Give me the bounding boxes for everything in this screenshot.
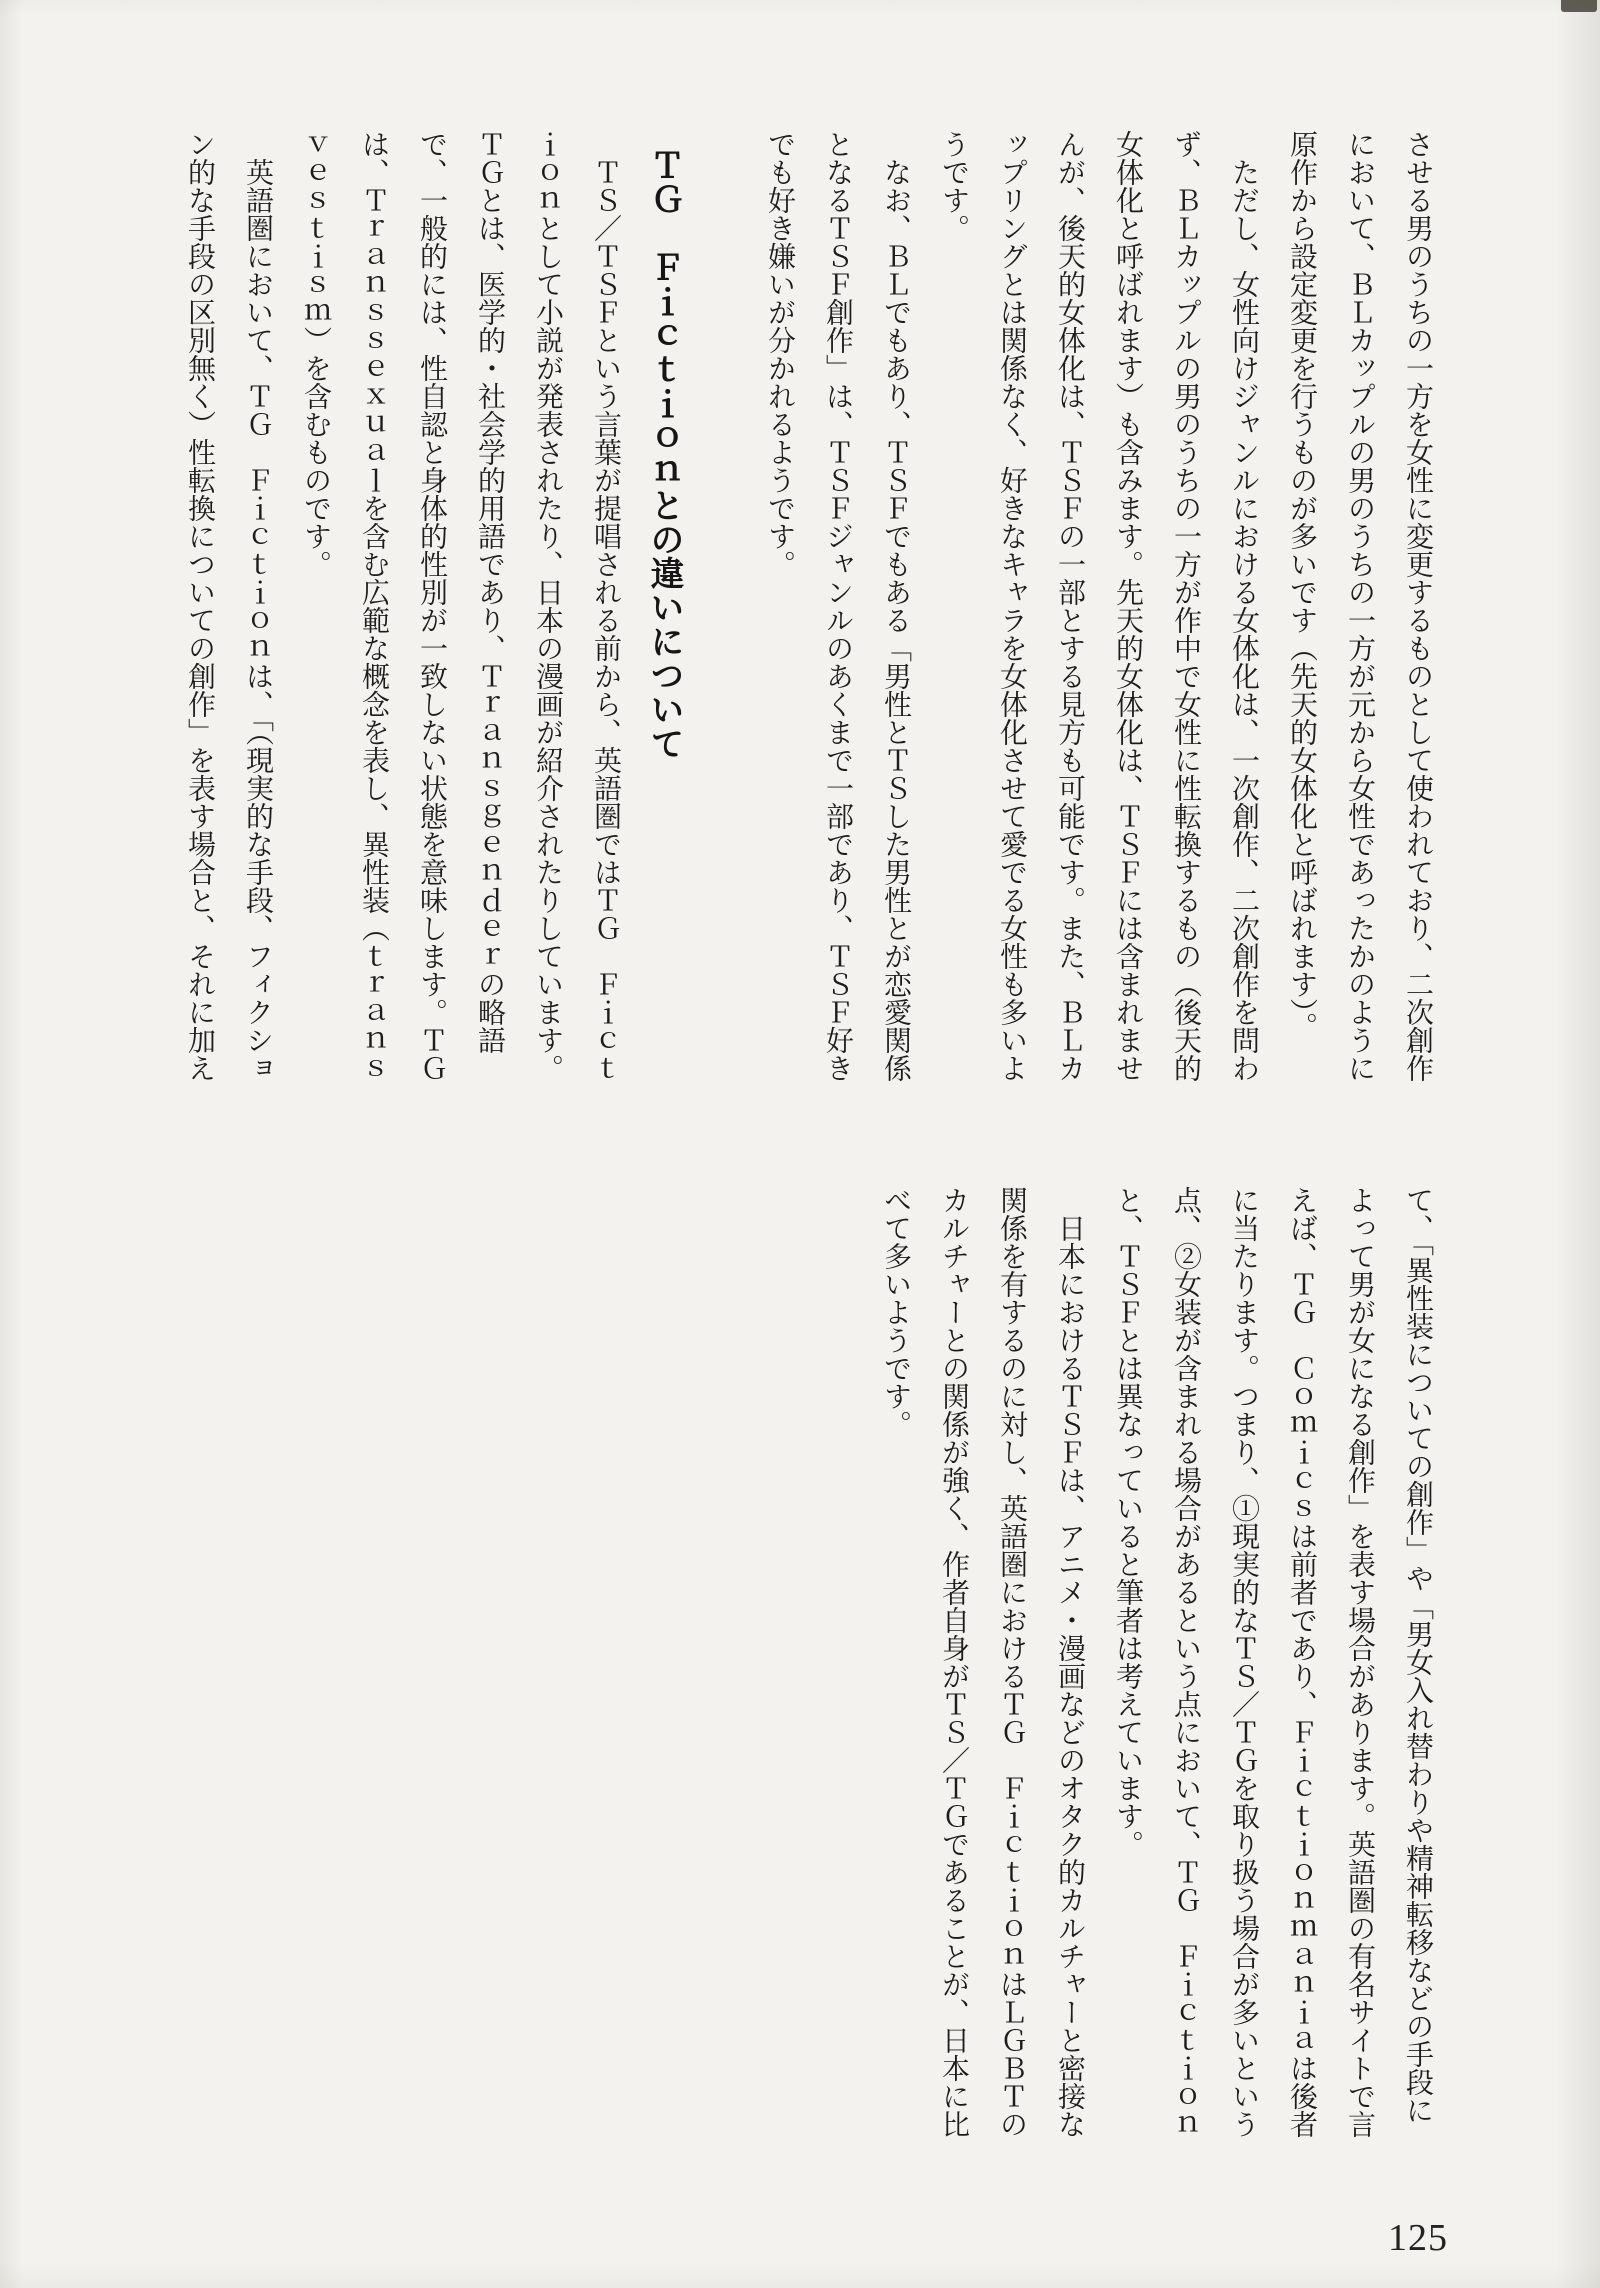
- page-number: 125: [1388, 2217, 1448, 2259]
- top-text-block: [170, 130, 1446, 1086]
- paragraph: 英語圏において、ＴＧ Ｆｉｃｔｉｏｎは、「（現実的な手段、フィクション的な手段の区別無く）性転換についての創作」を表す場合と、それに加え: [184, 130, 273, 1082]
- paragraph: ＴＧとは、医学的・社会学的用語であり、Ｔｒａｎｓｇｅｎｄｅｒの略語で、一般的には、性自認と身体的性別が一致しない状態を意味します。ＴＧは、Ｔｒａｎｓｓｅｘｕａｌを含む広範な概念を表し、異性装（ｔｒａｎｓｖｅｓｔｉｓｍ）を含むものです。: [300, 130, 505, 1082]
- bottom-text-block: [866, 1186, 1446, 2142]
- scan-smudge-mark: [1561, 0, 1597, 12]
- paragraph: 日本におけるＴＳＦは、アニメ・漫画などのオタク的カルチャーと密接な関係を有するのに対し、英語圏におけるＴＧ ＦｉｃｔｉｏｎはＬＧＢＴのカルチャーとの関係が強く、作者自身がＴＳ／ＴＧであることが、日本に比べて多いようです。: [880, 1186, 1085, 2138]
- paragraph-continuation: させる男のうちの一方を女性に変更するものとして使われており、二次創作において、ＢＬカップルの男のうちの一方が元から女性であったかのように原作から設定変更を行うものが多いです（先天的女体化と呼ばれます）。: [1286, 130, 1433, 1082]
- section-heading: ＴＧ Ｆｉｃｔｉｏｎとの違いについて: [645, 148, 682, 760]
- paragraph: なお、ＢＬでもあり、ＴＳＦでもある「男性とＴＳした男性とが恋愛関係となるＴＳＦ創作」は、ＴＳＦジャンルのあくまで一部であり、ＴＳＦ好きでも好き嫌いが分かれるようです。: [764, 130, 911, 1082]
- paragraph: ＴＳ／ＴＳＦという言葉が提唱される前から、英語圏ではＴＧ Ｆｉｃｔｉｏｎとして小説が発表されたり、日本の漫画が紹介されたりしています。: [532, 130, 621, 1082]
- paragraph-continuation: て、「異性装についての創作」や「男女入れ替わりや精神転移などの手段によって男が女になる創作」を表す場合があります。英語圏の有名サイトで言えば、ＴＧ Ｃｏｍｉｃｓは前者であり、Ｆｉｃｔｉｏｎｍａｎｉａは後者に当たります。つまり、①現実的なＴＳ／ＴＧを取り扱う場合が多いという点、②女装が含まれる場合があるという点において、ＴＧ Ｆｉｃｔｉｏｎと、ＴＳＦとは異なっていると筆者は考えています。: [1112, 1186, 1433, 2138]
- paragraph: ただし、女性向けジャンルにおける女体化は、一次創作、二次創作を問わず、ＢＬカップルの男のうちの一方が作中で女性に性転換するもの（後天的女体化と呼ばれます）も含みます。先天的女体化は、ＴＳＦには含まれませんが、後天的女体化は、ＴＳＦの一部とする見方も可能です。また、ＢＬカップリングとは関係なく、好きなキャラを女体化させて愛でる女性も多いようです。: [938, 130, 1259, 1082]
